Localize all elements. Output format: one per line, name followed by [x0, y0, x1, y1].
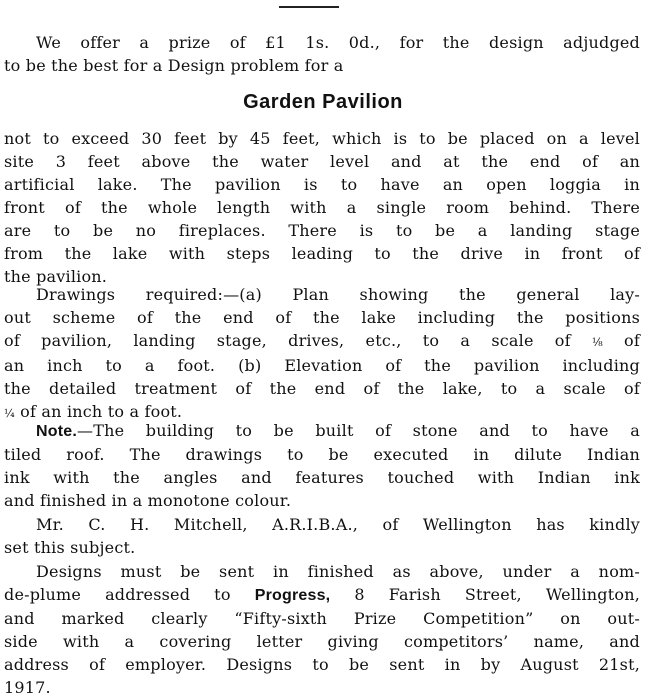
- fraction-quarter: ¼: [4, 407, 15, 420]
- submission-line: Designs must be sent in finished as above, under a nom-: [36, 562, 640, 581]
- intro-paragraph: [4, 31, 640, 77]
- submission-line: 1917.: [4, 678, 51, 697]
- submission-text: 8 Farish Street, Wellington,: [354, 585, 640, 604]
- drawings-line: [4, 329, 640, 354]
- note-line: and finished in a monotone colour.: [4, 491, 292, 510]
- description-line: the pavilion.: [4, 267, 108, 286]
- submission-line: address of employer. Designs to be sent in by August 21st,: [4, 655, 640, 674]
- note-line: tiled roof. The drawings to be executed in dilute Indian: [4, 445, 640, 464]
- description-line: not to exceed 30 feet by 45 feet, which is to be placed on a level: [4, 129, 640, 148]
- setter-line: Mr. C. H. Mitchell, A.R.I.B.A., of Wellington has kindly: [36, 515, 640, 534]
- drawings-line: out scheme of the end of the lake including the positions: [4, 308, 640, 327]
- setter-line: set this subject.: [4, 538, 136, 557]
- description-paragraph: [4, 127, 640, 288]
- drawings-text: of an inch to a foot.: [20, 402, 183, 421]
- note-paragraph: [4, 419, 640, 512]
- submission-line: [4, 583, 640, 607]
- drawings-line: Drawings required:—(a) Plan showing the general lay-: [36, 285, 640, 304]
- top-rule: [279, 6, 339, 8]
- submission-text: de-plume addressed to: [4, 585, 231, 604]
- setter-paragraph: [4, 513, 640, 559]
- description-line: front of the whole length with a single room behind. There: [4, 198, 640, 217]
- intro-line: We offer a prize of £1 1s. 0d., for the design adjudged: [36, 33, 640, 52]
- progress-name: Progress,: [254, 587, 331, 604]
- fraction-eighth: ⅛: [591, 336, 603, 349]
- description-line: artificial lake. The pavilion is to have an open loggia in: [4, 175, 640, 194]
- drawings-paragraph: [4, 283, 640, 425]
- note-label: Note.: [36, 423, 77, 440]
- intro-line: to be the best for a Design problem for a: [4, 56, 344, 75]
- note-line: [4, 419, 640, 443]
- note-line: ink with the angles and features touched with Indian ink: [4, 468, 640, 487]
- submission-paragraph: [4, 560, 640, 699]
- submission-line: side with a covering letter giving competitors’ name, and: [4, 632, 640, 651]
- submission-line: and marked clearly “Fifty-sixth Prize Competition” on out-: [4, 609, 640, 628]
- description-line: site 3 feet above the water level and at the end of an: [4, 152, 640, 171]
- description-line: are to be no fireplaces. There is to be a landing stage: [4, 221, 640, 240]
- competition-heading: Garden Pavilion: [243, 91, 403, 113]
- note-text: —The building to be built of stone and to have a: [77, 421, 640, 440]
- drawings-text: of: [624, 331, 640, 350]
- drawings-line: the detailed treatment of the end of the lake, to a scale of: [4, 379, 640, 398]
- description-line: from the lake with steps leading to the drive in front of: [4, 244, 640, 263]
- drawings-text: of pavilion, landing stage, drives, etc., to a scale of: [4, 331, 571, 350]
- drawings-line: an inch to a foot. (b) Elevation of the pavilion including: [4, 356, 640, 375]
